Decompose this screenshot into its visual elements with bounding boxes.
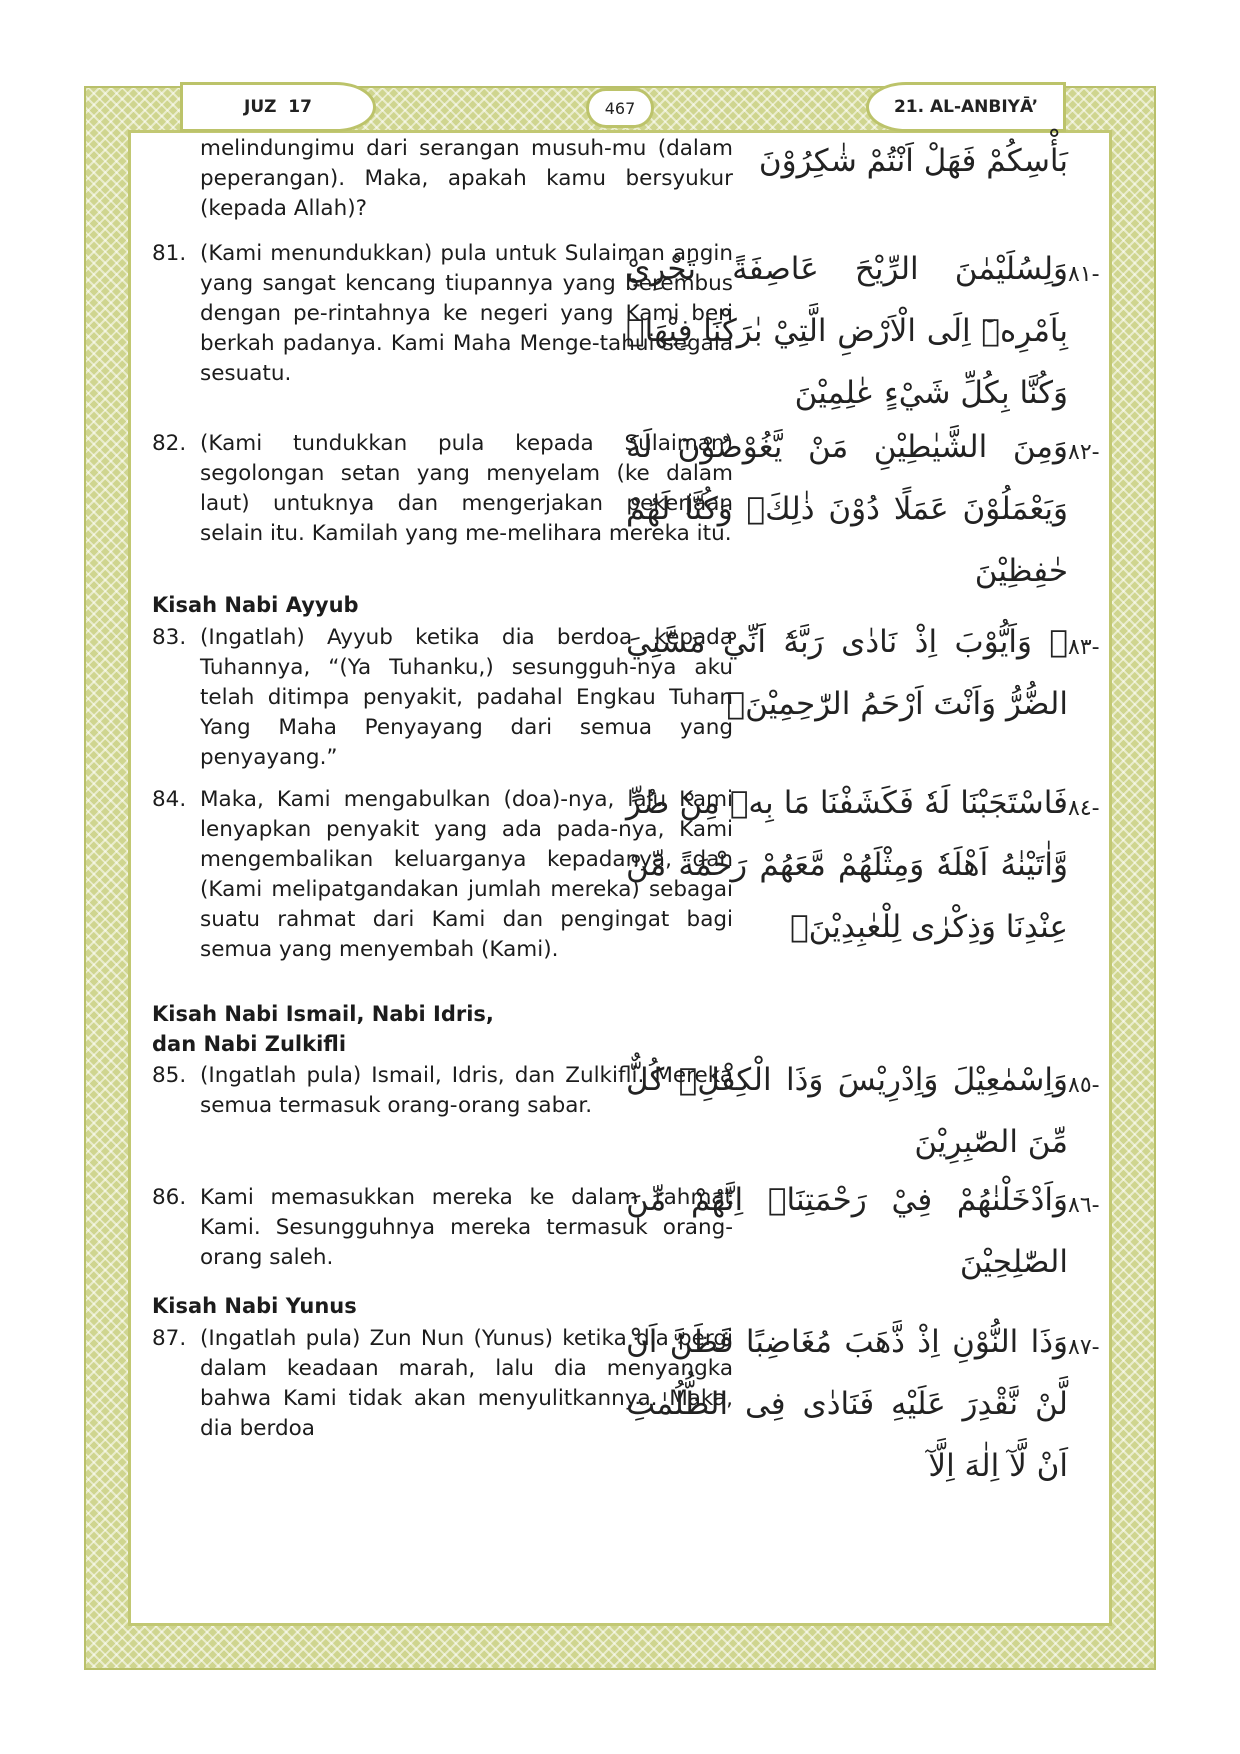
arabic-verse: ۞ وَاَيُّوْبَ اِذْ نَادٰى رَبَّهٗٓ اَنِّيْ مَسَّنِيَ الضُّرُّ وَاَنْتَ اَرْحَمُ الرّٰحِمِيْنَۚ — [626, 624, 1068, 722]
arabic-verse-number: ٨٣- — [1068, 635, 1100, 660]
translation-text: (Ingatlah pula) Ismail, Idris, dan Zulkifli. Mereka semua termasuk orang-orang sabar. — [200, 1063, 733, 1118]
translation-text: Kami memasukkan mereka ke dalam rahmat Kami. Sesungguhnya mereka termasuk orang-orang saleh. — [200, 1185, 733, 1270]
verse-number: 87. — [152, 1326, 187, 1351]
arabic-verse-number: ٨٦- — [1068, 1193, 1100, 1218]
arabic-verse-number: ٨٧- — [1068, 1335, 1100, 1360]
translation-text: (Kami menundukkan) pula untuk Sulaiman angin yang sangat kencang tiupannya yang berembus dengan pe-rintahnya ke negeri yang Kami beri berkah padanya. Kami Maha Menge-tahui segala sesuatu. — [200, 241, 733, 386]
arabic-verse: وَاَدْخَلْنٰهُمْ فِيْ رَحْمَتِنَاۗ اِنَّهُمْ مِّنَ الصّٰلِحِيْنَ — [626, 1182, 1068, 1280]
juz-label — [180, 82, 376, 132]
verse-number: 82. — [152, 431, 187, 456]
verse-number: 85. — [152, 1063, 187, 1088]
translation-text: Maka, Kami mengabulkan (doa)-nya, lalu Kami lenyapkan penyakit yang ada pada-nya, Kami mengembalikan keluarganya kepadanya, dan (Kami melipatgandakan jumlah mereka) sebagai suatu rahmat dari Kami dan pengingat bagi semua yang menyembah (Kami). — [200, 787, 733, 962]
arabic-verse: فَاسْتَجَبْنَا لَهٗ فَكَشَفْنَا مَا بِهٖ مِنْ ضُرٍّ وَّاٰتَيْنٰهُ اَهْلَهٗ وَمِثْلَهُمْ مَّعَهُمْ رَحْمَةً مِّنْ عِنْدِنَا وَذِكْرٰى لِلْعٰبِدِيْنَۚ — [626, 785, 1068, 945]
arabic-verse-number: ٨١- — [1068, 262, 1100, 287]
arabic-verse: وَمِنَ الشَّيٰطِيْنِ مَنْ يَّغُوْصُوْنَ لَهٗ وَيَعْمَلُوْنَ عَمَلًا دُوْنَ ذٰلِكَۚ وَكُنَّا لَهُمْ حٰفِظِيْنَ — [626, 429, 1068, 589]
section-heading: Kisah Nabi Ismail, Nabi Idris, dan Nabi Zulkifli — [152, 1002, 494, 1056]
translation-text: (Ingatlah) Ayyub ketika dia berdoa kepada Tuhannya, “(Ya Tuhanku,) sesungguh-nya aku telah ditimpa penyakit, padahal Engkau Tuhan Yang Maha Penyayang dari semua yang penyayang.” — [200, 625, 733, 770]
arabic-verse-number: ٨٢- — [1068, 440, 1100, 465]
page-content — [128, 130, 1112, 1626]
verse-number: 81. — [152, 241, 187, 266]
arabic-verse: وَذَا النُّوْنِ اِذْ ذَّهَبَ مُغَاضِبًا فَظَنَّ اَنْ لَّنْ نَّقْدِرَ عَلَيْهِ فَنَادٰى فِى الظُّلُمٰتِ اَنْ لَّآ اِلٰهَ اِلَّآ — [626, 1324, 1068, 1484]
verse-number: 84. — [152, 787, 187, 812]
translation-text: (Kami tundukkan pula kepada Sulaiman) segolongan setan yang menyelam (ke dalam laut) untuknya dan mengerjakan pekerjaan selain itu. Kamilah yang me-melihara mereka itu. — [200, 431, 733, 546]
arabic-verse-number: ٨٥- — [1068, 1073, 1100, 1098]
section-heading: Kisah Nabi Yunus — [152, 1294, 357, 1318]
arabic-verse-number: ٨٤- — [1068, 796, 1100, 821]
section-heading: Kisah Nabi Ayyub — [152, 593, 359, 617]
verse-number: 86. — [152, 1185, 187, 1210]
translation-text: (Ingatlah pula) Zun Nun (Yunus) ketika dia pergi dalam keadaan marah, lalu dia menyangka bahwa Kami tidak akan menyulitkannya. Maka, dia berdoa — [200, 1326, 733, 1441]
arabic-verse: وَلِسُلَيْمٰنَ الرِّيْحَ عَاصِفَةً تَجْرِيْ بِاَمْرِهٖٓ اِلَى الْاَرْضِ الَّتِيْ بٰرَكْنَا فِيْهَاۗ وَكُنَّا بِكُلِّ شَيْءٍ عٰلِمِيْنَ — [626, 251, 1068, 411]
surah-label: 21. AL-ANBIYĀ’ — [866, 82, 1066, 132]
page-number: 467 — [586, 88, 654, 128]
arabic-verse: بَأْسِكُمْ فَهَلْ اَنْتُمْ شٰكِرُوْنَ — [758, 143, 1068, 179]
verse-number: 83. — [152, 625, 187, 650]
arabic-verse: وَاِسْمٰعِيْلَ وَاِدْرِيْسَ وَذَا الْكِفْلِۗ كُلٌّ مِّنَ الصّٰبِرِيْنَ — [626, 1062, 1068, 1160]
juz-text: JUZ 17 — [244, 97, 312, 117]
translation-text: melindungimu dari serangan musuh-mu (dalam peperangan). Maka, apakah kamu bersyukur (kepada Allah)? — [200, 136, 733, 221]
